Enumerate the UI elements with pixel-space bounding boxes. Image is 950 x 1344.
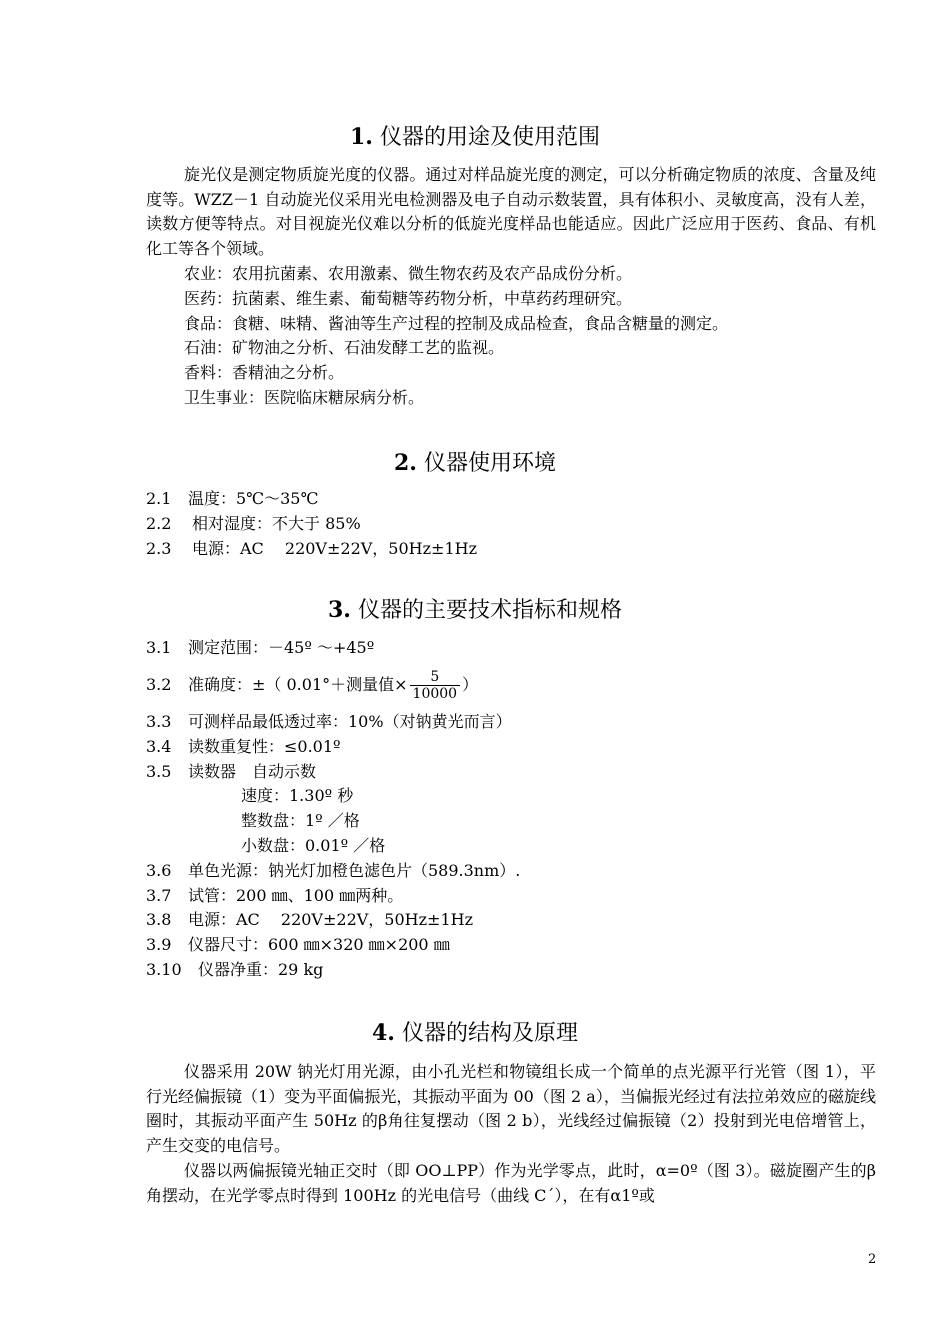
spec-text: 读数重复性：≤0.01º (188, 736, 341, 756)
spec-row (146, 884, 876, 909)
use-health: 卫生事业：医院临床糖尿病分析。 (184, 387, 425, 407)
section-4-number: 4. (372, 1020, 395, 1046)
spec-number: 3.7 (146, 885, 172, 905)
spec-row (146, 487, 876, 512)
section-4-title: 仪器的结构及原理 (401, 1021, 578, 1046)
spec-row-accuracy (146, 663, 876, 707)
spec-row (146, 958, 876, 983)
spec-row (146, 760, 876, 785)
spec-number: 2.1 (146, 489, 172, 508)
section-1-intro: 旋光仪是测定物质旋光度的仪器。通过对样品旋光度的测定，可以分析确定物质的浓度、含量及纯度等。WZZ－1 自动旋光仪采用光电检测器及电子自动示数装置，具有体积小、灵敏度高，没有人差，读数方便等特点。对目视旋光仪难以分析的低旋光度样品也能适应。因此广泛应用于医药、食品、有机化工等各个领域。 (146, 165, 876, 258)
reader-integer-dial: 整数盘：1º ／格 (241, 811, 360, 831)
spec-row (146, 735, 876, 760)
spec-row (146, 933, 876, 958)
section-4-paragraph-2: 仪器以两偏振镜光轴正交时（即 OO⊥PP）作为光学零点，此时，α=0º（图 3）。磁旋圈产生的β角摆动，在光学零点时得到 100Hz 的光电信号（曲线 C´），在有α1º或 (146, 1161, 876, 1205)
spec-text: 仪器净重：29 kg (198, 959, 324, 979)
spec-row (146, 908, 876, 933)
spec-number: 3.8 (146, 910, 172, 930)
use-medicine: 医药：抗菌素、维生素、葡萄糖等药物分析，中草药药理研究。 (184, 288, 633, 308)
accuracy-fraction (410, 669, 461, 702)
accuracy-suffix: ） (462, 675, 479, 694)
section-3-number: 3. (328, 597, 351, 623)
section-1-number: 1. (350, 124, 373, 150)
section-2-number: 2. (394, 450, 417, 476)
spec-text: 电源：AC 220V±22V，50Hz±1Hz (192, 538, 478, 558)
spec-text: 读数器 自动示数 (188, 761, 317, 781)
spec-number: 3.9 (146, 935, 172, 955)
fraction-denominator: 10000 (412, 686, 458, 702)
accuracy-prefix: 准确度：±（ 0.01°＋测量值× (188, 675, 408, 694)
spec-row (146, 710, 876, 735)
section-1-uses-list (146, 262, 876, 411)
section-1-title: 仪器的用途及使用范围 (379, 125, 600, 150)
spec-row (146, 537, 876, 562)
section-3-heading (0, 593, 950, 624)
spec-text: 试管：200 ㎜、100 ㎜两种。 (188, 885, 404, 905)
spec-text: 仪器尺寸：600 ㎜×320 ㎜×200 ㎜ (188, 935, 450, 955)
spec-number: 2.2 (146, 513, 172, 533)
page-number: 2 (868, 1252, 877, 1267)
reader-speed: 速度：1.30º 秒 (241, 786, 354, 806)
spec-text: 电源：AC 220V±22V，50Hz±1Hz (188, 910, 474, 930)
section-4-paragraph-1: 仪器采用 20W 钠光灯用光源，由小孔光栏和物镜组长成一个简单的点光源平行光管（图 1），平行光经偏振镜（1）变为平面偏振光，其振动平面为 00（图 2 a），当偏振光经过有法拉弟效应的磁旋线圈时，其振动平面产生 50Hz 的β角往复摆动（图 2 b），光线经过偏振镜（2）投射到光电倍增管上，产生交变的电信号。 (146, 1062, 876, 1155)
use-food: 食品：食糖、味精、酱油等生产过程的控制及成品检查，食品含糖量的测定。 (184, 313, 729, 333)
use-petroleum: 石油：矿物油之分析、石油发酵工艺的监视。 (184, 338, 505, 358)
section-2-list (146, 487, 876, 561)
fraction-numerator: 5 (410, 669, 461, 686)
spec-text: 可测样品最低透过率：10%（对钠黄光而言） (188, 712, 512, 731)
use-agriculture: 农业：农用抗菌素、农用激素、微生物农药及农产品成份分析。 (184, 264, 633, 283)
spec-number: 3.4 (146, 736, 172, 756)
spec-number: 3.3 (146, 712, 172, 731)
spec-text: 相对湿度：不大于 85% (192, 513, 361, 533)
section-3-list-a (146, 636, 876, 661)
spec-number: 3.6 (146, 860, 172, 880)
spec-text: 测定范围：－45º ～+45º (188, 638, 375, 657)
spec-row (146, 636, 876, 661)
spec-number: 3.2 (146, 675, 172, 694)
section-4-heading (0, 1016, 950, 1047)
use-perfume: 香料：香精油之分析。 (184, 363, 345, 383)
section-3-list-b (146, 710, 876, 983)
spec-number: 2.3 (146, 538, 172, 558)
section-3-title: 仪器的主要技术指标和规格 (357, 598, 622, 623)
spec-row (146, 512, 876, 537)
spec-number: 3.1 (146, 638, 172, 657)
spec-text: 单色光源：钠光灯加橙色滤色片（589.3nm）. (188, 860, 521, 880)
spec-number: 3.10 (146, 959, 182, 979)
section-2-heading (0, 446, 950, 477)
section-1-heading (0, 120, 950, 151)
spec-text: 温度：5℃～35℃ (188, 489, 319, 508)
section-2-title: 仪器使用环境 (423, 451, 556, 476)
reader-decimal-dial: 小数盘：0.01º ／格 (241, 835, 386, 855)
spec-row (146, 859, 876, 884)
spec-number: 3.5 (146, 761, 172, 781)
